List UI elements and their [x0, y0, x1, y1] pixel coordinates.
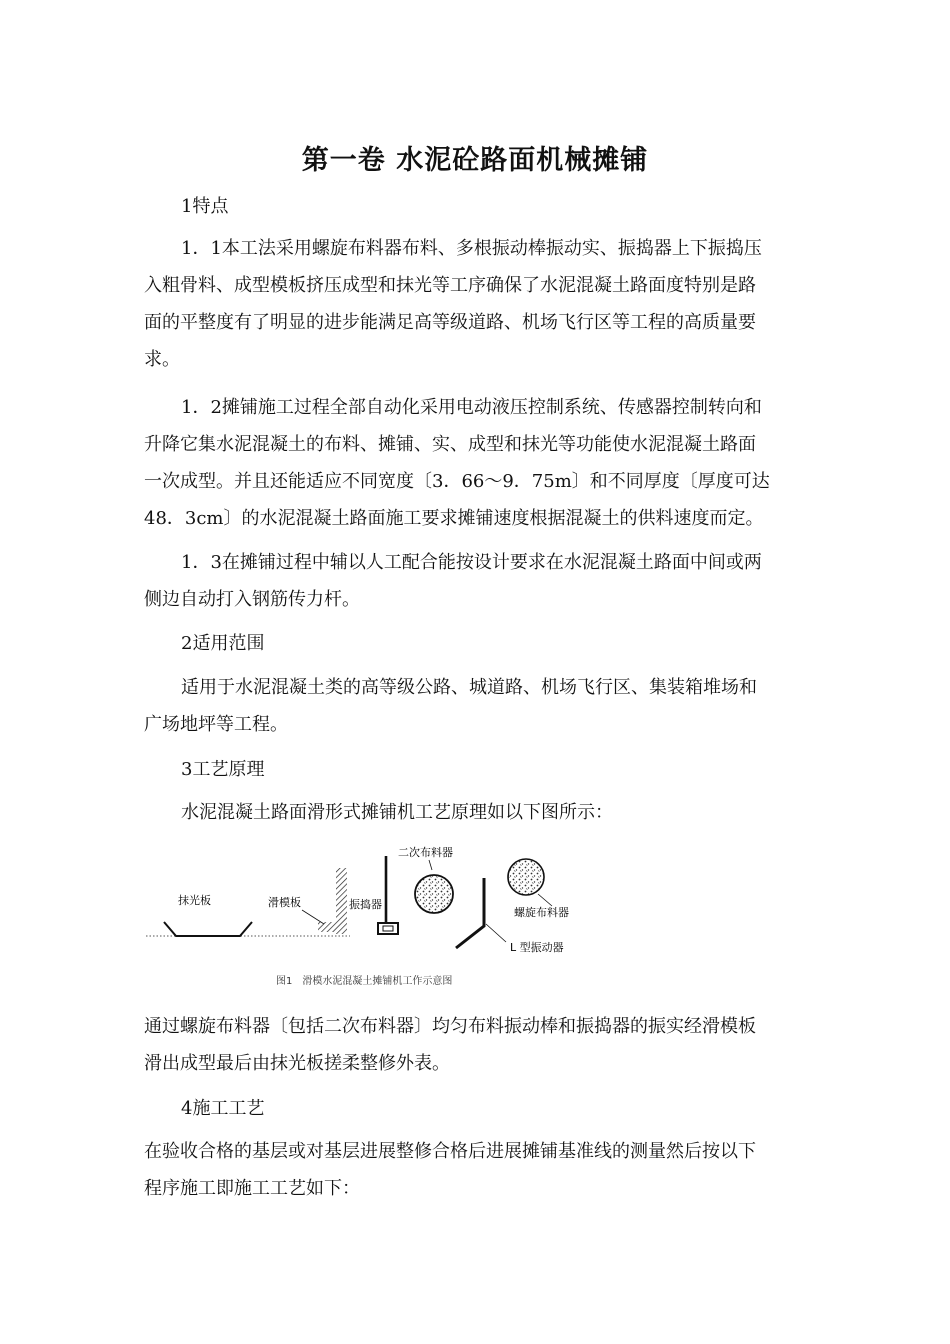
- paragraph-line: 一次成型。并且还能适应不同宽度〔3．66～9．75m〕和不同厚度〔厚度可达: [144, 471, 770, 492]
- paragraph-line: 1．1本工法采用螺旋布料器布料、多根振动棒振动实、振捣器上下振捣压: [181, 238, 762, 259]
- paragraph-line: 广场地坪等工程。: [144, 714, 288, 735]
- paragraph-line: 侧边自动打入钢筋传力杆。: [144, 589, 360, 610]
- paragraph-line: 适用于水泥混凝土类的高等级公路、城道路、机场飞行区、集装箱堆场和: [181, 677, 757, 698]
- trowel-board-shape: [164, 922, 252, 936]
- slipform-paver-diagram: [140, 830, 610, 990]
- tamper-label: 振捣器: [349, 898, 382, 911]
- slipform-shape: [318, 922, 336, 932]
- paragraph-line: 48．3cm〕的水泥混凝土路面施工要求摊铺速度根据混凝土的供料速度而定。: [144, 508, 764, 529]
- paragraph-line: 水泥混凝土路面滑形式摊铺机工艺原理如以下图所示：: [181, 802, 613, 823]
- slipform-wall-shape: [336, 868, 347, 934]
- spiral-spreader-label: 螺旋布料器: [514, 906, 569, 919]
- paragraph-line: 入粗骨料、成型模板挤压成型和抹光等工序确保了水泥混凝土路面度特别是路: [144, 275, 756, 296]
- section-1-heading: 1特点: [181, 196, 229, 217]
- l-vibrator-shape: [456, 878, 484, 948]
- paragraph-line: 面的平整度有了明显的进步能满足高等级道路、机场飞行区等工程的高质量要: [144, 312, 756, 333]
- document-title: 第一卷 水泥砼路面机械摊铺: [301, 145, 649, 176]
- tamper-shape: [378, 923, 398, 934]
- l-vibrator-label: L 型振动器: [510, 941, 564, 954]
- paragraph-line: 1．2摊铺施工过程全部自动化采用电动液压控制系统、传感器控制转向和: [181, 397, 762, 418]
- paragraph-line: 通过螺旋布料器〔包括二次布料器〕均匀布料振动棒和振捣器的振实经滑模板: [144, 1016, 756, 1037]
- paragraph-line: 求。: [144, 349, 180, 370]
- secondary-spreader-shape: [415, 875, 453, 913]
- paragraph-line: 滑出成型最后由抹光板搓柔整修外表。: [144, 1053, 450, 1074]
- paragraph-line: 程序施工即施工工艺如下：: [144, 1178, 360, 1199]
- secondary-spreader-label: 二次布料器: [398, 846, 453, 859]
- section-2-heading: 2适用范围: [181, 633, 265, 654]
- section-3-heading: 3工艺原理: [181, 759, 265, 780]
- section-4-heading: 4施工工艺: [181, 1098, 265, 1119]
- trowel-label: 抹光板: [178, 894, 211, 907]
- paragraph-line: 1．3在摊铺过程中辅以人工配合能按设计要求在水泥混凝土路面中间或两: [181, 552, 762, 573]
- paragraph-line: 在验收合格的基层或对基层进展整修合格后进展摊铺基准线的测量然后按以下: [144, 1141, 756, 1162]
- spiral-spreader-shape: [508, 859, 544, 895]
- slipform-label: 滑模板: [268, 896, 301, 909]
- figure-caption: 图1 滑模水泥混凝土摊铺机工作示意图: [276, 976, 453, 987]
- paragraph-line: 升降它集水泥混凝土的布料、摊铺、实、成型和抹光等功能使水泥混凝土路面: [144, 434, 756, 455]
